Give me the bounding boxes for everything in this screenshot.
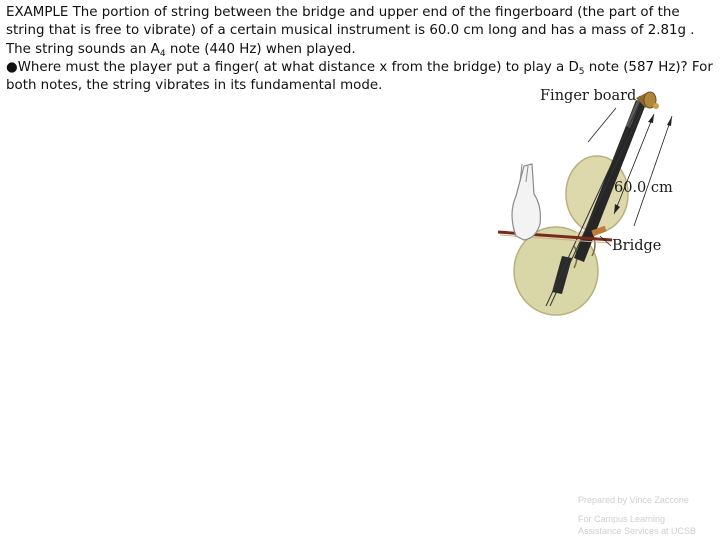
problem-intro-end: note (440 Hz) when played. [165,41,356,57]
problem-paragraph [6,4,714,59]
a4-subscript: 4 [159,48,166,59]
length-label: 60.0 cm [614,180,673,196]
credit-line-2: For Campus Learning [578,514,666,524]
credit-line-3: Assistance Services at UCSB [578,526,697,536]
d5-subscript: 5 [578,66,585,77]
cello-figure [496,86,706,318]
cello-illustration [496,86,706,318]
credit-line-1: Prepared by Vince Zaccone [578,495,689,505]
problem-text [6,4,714,95]
problem-intro: The portion of string between the bridge and upper end of the fingerboard (the part of the string that is free to vibrate) of a certain musical instrument is 60.0 cm long and has a mass of 2.81g . The string sounds an A [6,5,695,57]
question-start: Where must the player put a finger( at what distance x from the bridge) to play a D [17,59,579,75]
bullet: ● [6,59,18,75]
fingerboard-label: Finger board [540,88,637,104]
bridge-label: Bridge [612,238,662,254]
question-end: note (587 Hz)? For both notes, the string vibrates in its fundamental mode. [6,59,713,94]
example-heading: EXAMPLE [6,5,69,20]
